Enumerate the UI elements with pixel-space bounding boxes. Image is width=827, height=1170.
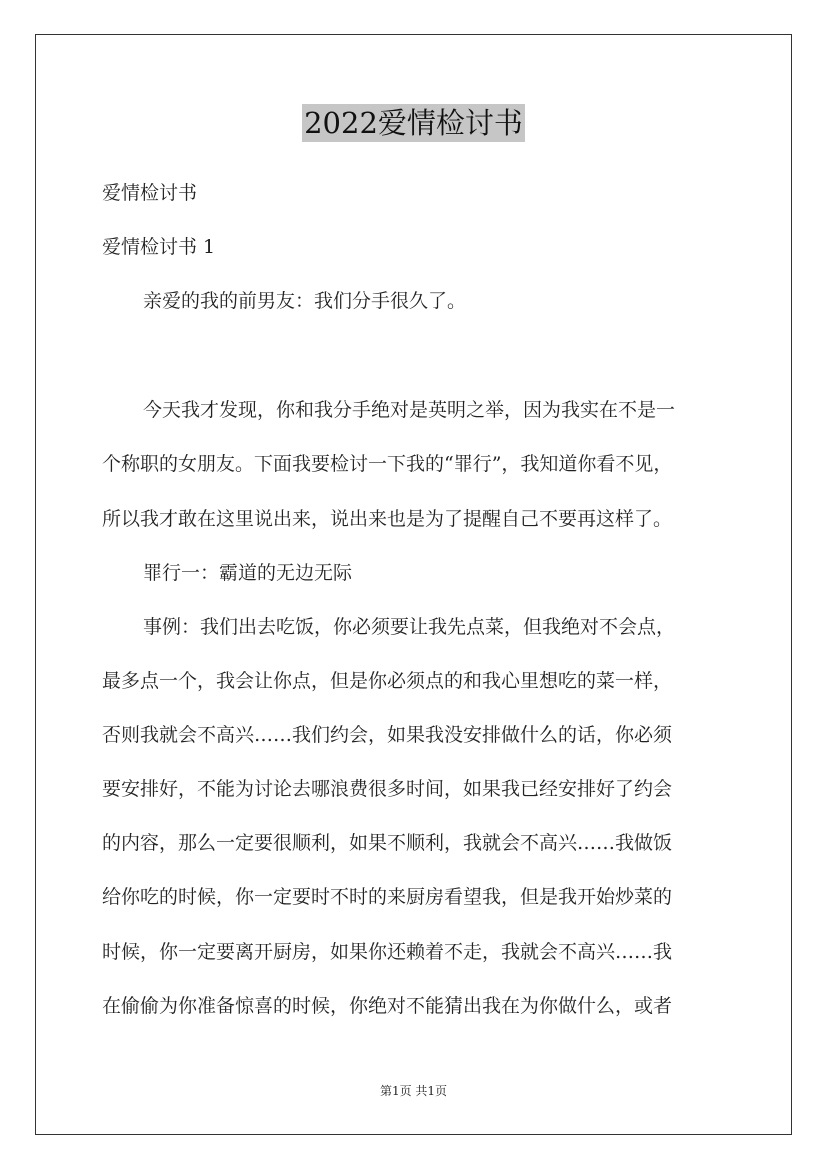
paragraph-line: 个称职的女朋友。下面我要检讨一下我的“罪行”，我知道你看不见， [102, 453, 673, 475]
paragraph-line: 今天我才发现，你和我分手绝对是英明之举，因为我实在不是一 [143, 399, 676, 421]
paragraph-line: 最多点一个，我会让你点，但是你必须点的和我心里想吃的菜一样， [102, 670, 673, 692]
paragraph-line: 的内容，那么一定要很顺利，如果不顺利，我就会不高兴……我做饭 [102, 832, 673, 854]
section-heading-line: 罪行一：霸道的无边无际 [143, 562, 353, 584]
heading-line: 爱情检讨书 [102, 182, 198, 204]
paragraph-line: 否则我就会不高兴……我们约会，如果我没安排做什么的话，你必须 [102, 724, 673, 746]
paragraph-line: 要安排好，不能为讨论去哪浪费很多时间，如果我已经安排好了约会 [102, 778, 673, 800]
document-title: 2022爱情检讨书 [304, 106, 523, 140]
title-container [0, 104, 827, 142]
paragraph-line: 时候，你一定要离开厨房，如果你还赖着不走，我就会不高兴……我 [102, 941, 673, 963]
subheading-line: 爱情检讨书 1 [102, 236, 216, 258]
paragraph-line: 在偷偷为你准备惊喜的时候，你绝对不能猜出我在为你做什么，或者 [102, 995, 673, 1017]
paragraph-line: 所以我才敢在这里说出来，说出来也是为了提醒自己不要再这样了。 [102, 508, 673, 530]
page-footer: 第1页 共1页 [379, 1084, 448, 1098]
paragraph-line: 事例：我们出去吃饭，你必须要让我先点菜，但我绝对不会点， [143, 616, 676, 638]
paragraph-line: 给你吃的时候，你一定要时不时的来厨房看望我，但是我开始炒菜的 [102, 886, 673, 908]
salutation-line: 亲爱的我的前男友：我们分手很久了。 [143, 290, 467, 312]
